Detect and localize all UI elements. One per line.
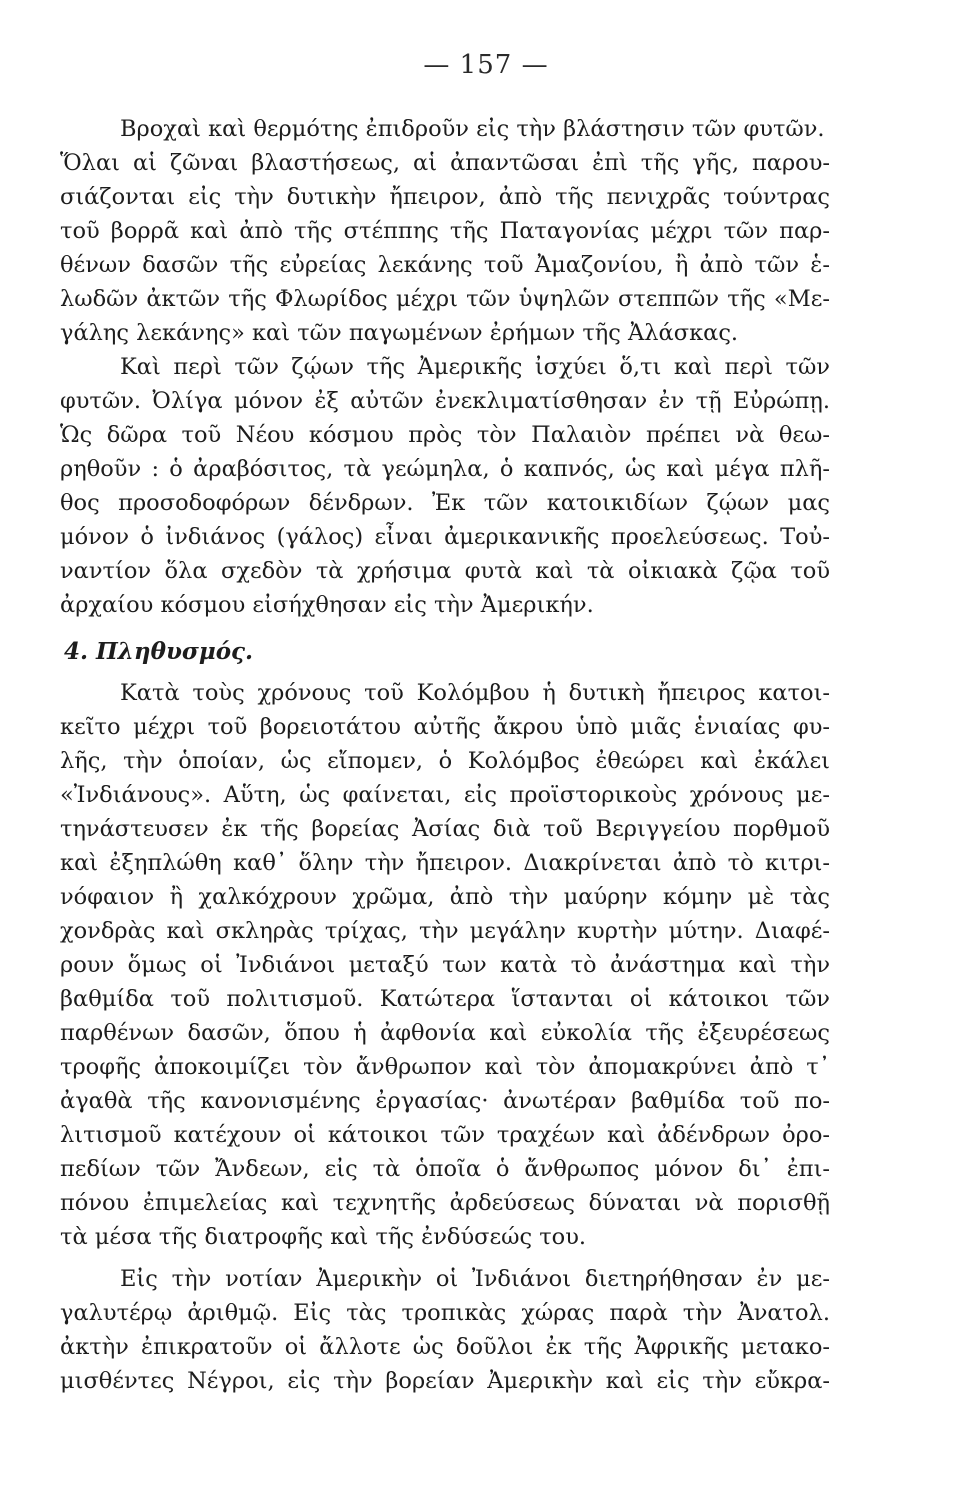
text-line: θένων δασῶν τῆς εὐρείας λεκάνης τοῦ Ἀμαζονίου, ἢ ἀπὸ τῶν ἑ- [60,252,830,278]
section-heading-population: 4. Πληθυσμός. [64,638,254,665]
text-line: ναντίον ὅλα σχεδὸν τὰ χρήσιμα φυτὰ καὶ τὰ οἰκιακὰ ζῷα τοῦ [60,558,830,584]
text-line: γάλης λεκάνης» καὶ τῶν παγωμένων ἐρήμων τῆς Ἀλάσκας. [60,320,739,346]
text-line: βαθμίδα τοῦ πολιτισμοῦ. Κατώτερα ἵστανται οἱ κάτοικοι τῶν [60,986,830,1012]
text-line: Εἰς τὴν νοτίαν Ἀμερικὴν οἱ Ἰνδιάνοι διετηρήθησαν ἐν με- [120,1266,830,1292]
paragraph-south-america [60,1262,830,1398]
text-line: Ὡς δῶρα τοῦ Νέου κόσμου πρὸς τὸν Παλαιὸν πρέπει νὰ θεω- [60,422,830,448]
text-line: «Ἰνδιάνους». Αὕτη, ὡς φαίνεται, εἰς προϊστορικοὺς χρόνους με- [60,782,830,808]
page-number: — 157 — [423,50,549,80]
text-line: νόφαιον ἢ χαλκόχρουν χρῶμα, ἀπὸ τὴν μαύρην κόμην μὲ τὰς [60,884,830,910]
text-line: λιτισμοῦ κατέχουν οἱ κάτοικοι τῶν τραχέων καὶ ἀδένδρων ὀρο- [60,1122,830,1148]
text-line: ρηθοῦν : ὁ ἀραβόσιτος, τὰ γεώμηλα, ὁ καπνός, ὡς καὶ μέγα πλῆ- [60,456,830,482]
text-line: λῆς, τὴν ὁποίαν, ὡς εἴπομεν, ὁ Κολόμβος ἐθεώρει καὶ ἐκάλει [60,748,830,774]
text-line: τηνάστευσεν ἐκ τῆς βορείας Ἀσίας διὰ τοῦ Βεριγγείου πορθμοῦ [60,816,830,842]
text-line: τροφῆς ἀποκοιμίζει τὸν ἄνθρωπον καὶ τὸν ἀπομακρύνει ἀπὸ τ᾿ [60,1054,830,1080]
text-line: φυτῶν. Ὀλίγα μόνον ἐξ αὐτῶν ἐνεκλιματίσθησαν ἐν τῇ Εὐρώπῃ. [60,388,830,414]
text-line: Καὶ περὶ τῶν ζῴων τῆς Ἀμερικῆς ἰσχύει ὅ,τι καὶ περὶ τῶν [120,354,830,380]
text-line: χονδρὰς καὶ σκληρὰς τρίχας, τὴν μεγάλην κυρτὴν μύτην. Διαφέ- [60,918,830,944]
text-line: ἀκτὴν ἐπικρατοῦν οἱ ἄλλοτε ὡς δοῦλοι ἐκ τῆς Ἀφρικῆς μετακο- [60,1334,830,1360]
text-line: πεδίων τῶν Ἄνδεων, εἰς τὰ ὁποῖα ὁ ἄνθρωπος μόνον δι᾿ ἐπι- [60,1156,830,1182]
text-line: ἀρχαίου κόσμου εἰσήχθησαν εἰς τὴν Ἀμερικήν. [60,592,594,618]
paragraph-vegetation-fauna [60,112,830,622]
text-line: πόνου ἐπιμελείας καὶ τεχνητῆς ἀρδεύσεως δύναται νὰ πορισθῇ [60,1190,830,1216]
text-line: τὰ μέσα τῆς διατροφῆς καὶ τῆς ἐνδύσεώς του. [60,1224,587,1250]
text-line: γαλυτέρῳ ἀριθμῷ. Εἰς τὰς τροπικὰς χώρας παρὰ τὴν Ἀνατολ. [60,1300,830,1326]
text-line: μισθέντες Νέγροι, εἰς τὴν βορείαν Ἀμερικὴν καὶ εἰς τὴν εὔκρα- [60,1368,830,1394]
text-line: ρουν ὅμως οἱ Ἰνδιάνοι μεταξύ των κατὰ τὸ ἀνάστημα καὶ τὴν [60,952,830,978]
text-line: Βροχαὶ καὶ θερμότης ἐπιδροῦν εἰς τὴν βλάστησιν τῶν φυτῶν. [120,116,825,142]
text-line: σιάζονται εἰς τὴν δυτικὴν ἤπειρον, ἀπὸ τῆς πενιχρᾶς τούντρας [60,184,830,210]
text-line: καὶ ἐξηπλώθη καθ᾿ ὅλην τὴν ἤπειρον. Διακρίνεται ἀπὸ τὸ κιτρι- [60,850,830,876]
text-line: μόνον ὁ ἰνδιάνος (γάλος) εἶναι ἀμερικανικῆς προελεύσεως. Τοὐ- [60,524,830,550]
text-line: Κατὰ τοὺς χρόνους τοῦ Κολόμβου ἡ δυτικὴ ἤπειρος κατοι- [120,680,830,706]
text-line: Ὅλαι αἱ ζῶναι βλαστήσεως, αἱ ἀπαντῶσαι ἐπὶ τῆς γῆς, παρου- [60,150,830,176]
text-line: ἀγαθὰ τῆς κανονισμένης ἐργασίας· ἀνωτέραν βαθμίδα τοῦ πο- [60,1088,830,1114]
text-line: λωδῶν ἀκτῶν τῆς Φλωρίδος μέχρι τῶν ὑψηλῶν στεππῶν τῆς «Με- [60,286,830,312]
text-line: τοῦ βορρᾶ καὶ ἀπὸ τῆς στέππης τῆς Παταγονίας μέχρι τῶν παρ- [60,218,830,244]
text-line: κεῖτο μέχρι τοῦ βορειοτάτου αὐτῆς ἄκρου ὑπὸ μιᾶς ἑνιαίας φυ- [60,714,830,740]
text-line: θος προσοδοφόρων δένδρων. Ἐκ τῶν κατοικιδίων ζῴων μας [60,490,830,516]
text-line: παρθένων δασῶν, ὅπου ἡ ἀφθονία καὶ εὐκολία τῆς ἐξευρέσεως [60,1020,830,1046]
paragraph-population [60,676,830,1254]
